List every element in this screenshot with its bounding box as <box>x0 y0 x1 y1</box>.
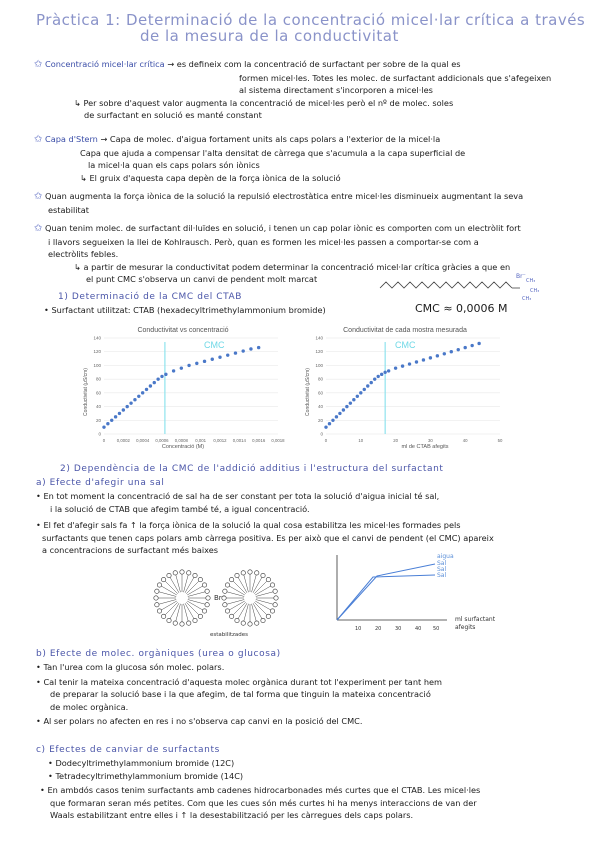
data-point <box>211 358 214 361</box>
surfactant-tail <box>188 592 205 597</box>
x-tick-label: 0,0008 <box>174 438 188 443</box>
data-point <box>331 419 334 422</box>
x-tick-label: 0,0002 <box>116 438 130 443</box>
x-tick-label: 0,0014 <box>232 438 246 443</box>
x-tick-label: 0,0018 <box>271 438 285 443</box>
y-tick-label: 120 <box>93 349 101 355</box>
data-point <box>363 388 366 391</box>
section-2a-heading: a) Efecte d'afegir una sal <box>36 478 165 488</box>
polar-head <box>229 614 233 618</box>
molecule-label-ch3-2: CH₃ <box>530 288 540 294</box>
data-point <box>443 352 446 355</box>
polar-head <box>205 603 209 607</box>
polar-head <box>155 589 159 593</box>
chart1-annotation: CMC <box>204 340 225 350</box>
polar-head <box>270 583 274 587</box>
x-tick-label: 30 <box>428 438 433 443</box>
curve-sal <box>337 575 435 620</box>
data-point <box>370 381 373 384</box>
polar-head <box>161 614 165 618</box>
organic-line-5: • Al ser polars no afecten en res i no s'observa cap canvi en la posició del CMC. <box>36 716 363 726</box>
polar-head <box>273 603 277 607</box>
star-icon: ✩ <box>34 191 43 202</box>
stern-definition <box>34 133 594 184</box>
chart1-title: Conductivitat vs concentració <box>137 327 229 334</box>
polar-head <box>193 573 197 577</box>
star-icon: ✩ <box>34 59 43 70</box>
surfactant-tail <box>252 575 257 592</box>
stern-def-1: → Capa de molec. d'aigua fortament units als caps polars a l'exterior de la micel·la <box>100 134 441 144</box>
polar-head <box>173 571 177 575</box>
y-tick-label: 0 <box>98 431 101 437</box>
polar-head <box>167 573 171 577</box>
data-point <box>122 408 125 411</box>
data-point <box>342 408 345 411</box>
micelle <box>222 570 278 626</box>
data-point <box>373 377 376 380</box>
polar-head <box>248 570 252 574</box>
chart2-xlabel: ml de CTAB afegits <box>401 444 449 450</box>
molecule-label-br: Br⁻ <box>516 273 526 280</box>
x-tick-label: 0,0004 <box>136 438 150 443</box>
polar-head <box>193 618 197 622</box>
surfactant-tail <box>252 604 257 621</box>
chart2-title: Conductivitat de cada mostra mesurada <box>343 327 467 334</box>
micelle-caption: estabilitzades <box>210 632 249 638</box>
polar-head <box>229 577 233 581</box>
surfactant-tail <box>184 604 189 621</box>
y-tick-label: 80 <box>317 376 323 382</box>
data-point <box>464 346 467 349</box>
x-tick-20: 20 <box>375 626 382 632</box>
x-tick-label: 0,0012 <box>213 438 227 443</box>
x-tick-label: 10 <box>358 438 364 443</box>
data-point <box>436 354 439 357</box>
surfactant-tail <box>188 600 205 605</box>
polar-head <box>173 621 177 625</box>
y-tick-label: 60 <box>95 390 101 396</box>
data-point <box>377 375 380 378</box>
data-point <box>349 401 352 404</box>
surfactant-tail <box>244 604 249 621</box>
data-point <box>126 405 129 408</box>
surfactant-tail <box>176 575 181 592</box>
polar-head <box>161 577 165 581</box>
polar-head <box>248 622 252 626</box>
data-point <box>141 391 144 394</box>
cmc-def-1: → es defineix com la concentració de surfactant per sobre de la qual es <box>167 59 461 69</box>
data-point <box>118 412 121 415</box>
data-point <box>110 419 113 422</box>
x-tick-label: 0,001 <box>195 438 207 443</box>
polar-head <box>270 609 274 613</box>
organic-line-2: • Cal tenir la mateixa concentració d'aquesta molec orgànica durant tot l'experiment per tant hem <box>36 676 443 687</box>
y-tick-label: 0 <box>320 431 323 437</box>
data-point <box>335 415 338 418</box>
chain-line-1: • En ambdós casos tenim surfactants amb cadenes hidrocarbonades més curtes que el CTAB. Les micel·les <box>40 785 481 795</box>
data-point <box>156 377 159 380</box>
data-point <box>429 356 432 359</box>
ionic-line-1: Quan augmenta la força iònica de la solució la repulsió electrostàtica entre micel·les disminueix augmentant la seva <box>45 191 524 201</box>
data-point <box>145 388 148 391</box>
legend-sal-2: Sal <box>437 566 447 573</box>
chart2-annotation: CMC <box>395 340 416 350</box>
data-point <box>242 349 245 352</box>
micelle-br-label: Br⁻ <box>214 594 226 602</box>
data-point <box>172 369 175 372</box>
polar-head <box>180 570 184 574</box>
stern-bullet-2: ↳ El gruix d'aquesta capa depèn de la força iònica de la solució <box>80 172 341 183</box>
salt-line-3: • El fet d'afegir sals fa ↑ la força iònica de la solució la qual cosa estabilitza les micel·les formades pels <box>36 520 461 530</box>
conduct-line-2: i llavors segueixen la llei de Kohlrausch. Però, quan es formen les micel·les passen a comportar-se com a <box>48 236 479 247</box>
data-point <box>187 364 190 367</box>
data-point <box>408 362 411 365</box>
section-1-heading: 1) Determinació de la CMC del CTAB <box>58 292 243 302</box>
y-tick-label: 40 <box>317 404 323 410</box>
salt-graph-x-label: ml surfactant afegits <box>455 616 496 631</box>
data-point <box>160 375 163 378</box>
legend-aigua: aigua <box>437 553 454 560</box>
salt-line-5: a concentracions de surfactant més baixes <box>42 545 219 555</box>
hydrocarbon-tail <box>380 282 512 288</box>
polar-head <box>273 589 277 593</box>
x-tick-10: 10 <box>355 626 362 632</box>
salt-line-2: i la solució de CTAB que afegim també té, a igual concentració. <box>50 503 310 514</box>
data-point <box>394 366 397 369</box>
chain-line-2: que formaran seran més petites. Com que les cues són més curtes hi ha menys interaccions de van der <box>50 797 477 808</box>
y-tick-label: 60 <box>317 390 323 396</box>
polar-head <box>255 621 259 625</box>
x-tick-label: 40 <box>462 438 468 443</box>
data-point <box>356 395 359 398</box>
polar-head <box>261 573 265 577</box>
molecule-label-ch3-1: CH₃ <box>526 278 536 284</box>
salt-line-1: • En tot moment la concentració de sal ha de ser constant per tota la solució d'aigua inicial té sal, <box>36 491 440 501</box>
polar-head <box>255 571 259 575</box>
legend-sal-3: Sal <box>437 572 447 579</box>
polar-head <box>266 577 270 581</box>
polar-head <box>155 603 159 607</box>
micelle-sketch <box>150 560 320 640</box>
data-point <box>328 422 331 425</box>
salt-effect-graph <box>325 550 475 642</box>
data-point <box>352 398 355 401</box>
y-tick-label: 40 <box>95 404 101 410</box>
polar-head <box>167 618 171 622</box>
conduct-line-4: ↳ a partir de mesurar la conductivitat podem determinar la concentració micel·lar crítica gràcies a que en <box>74 261 511 272</box>
polar-head <box>202 609 206 613</box>
section-c-heading: c) Efectes de canviar de surfactants <box>36 745 220 755</box>
data-point <box>450 350 453 353</box>
polar-head <box>266 614 270 618</box>
surfactant-used <box>44 304 326 317</box>
data-point <box>164 373 167 376</box>
x-tick-50: 50 <box>433 626 440 632</box>
polar-head <box>223 603 227 607</box>
data-point <box>380 373 383 376</box>
surfactant-tail <box>184 575 189 592</box>
polar-head <box>225 583 229 587</box>
surfactant-tail <box>176 604 181 621</box>
surfactant-tail <box>159 600 176 605</box>
cmc-sub-1: ↳ Per sobre d'aquest valor augmenta la concentració de micel·les però el nº de molec. soles <box>74 97 454 108</box>
polar-head <box>235 573 239 577</box>
x-tick-label: 0,0006 <box>155 438 169 443</box>
y-tick-label: 20 <box>317 417 323 423</box>
y-tick-label: 100 <box>315 362 323 368</box>
data-point <box>324 425 327 428</box>
stern-bullet-1b: la micel·la quan els caps polars són iònics <box>88 160 260 170</box>
surfactant-14c: • Tetradecyltrimethylammonium bromide (14C) <box>48 770 244 781</box>
conduct-line-1: Quan tenim molec. de surfactant dil·luïdes en solució, i tenen un cap polar iònic es comporten com un electròlit fort <box>45 223 521 233</box>
surfactant-tail <box>256 600 273 605</box>
chart1-ylabel: Conductivitat (μS/cm) <box>83 368 89 416</box>
polar-head <box>241 571 245 575</box>
polar-head <box>180 622 184 626</box>
organic-line-3: de preparar la solució base i la que afegim, de tal forma que tinguin la mateixa concentració <box>50 689 431 699</box>
polar-head <box>274 596 278 600</box>
legend-sal-1: Sal <box>437 560 447 567</box>
cmc-value: CMC ≈ 0,0006 M <box>415 302 508 315</box>
conductivity-vs-concentration-chart <box>78 322 288 452</box>
ionic-strength-note <box>34 190 594 216</box>
organic-line-4: de molec orgànica. <box>50 701 129 712</box>
data-point <box>249 347 252 350</box>
molecule-label-ch3-3: CH₃ <box>522 296 532 302</box>
polar-head <box>225 609 229 613</box>
micelle <box>154 570 210 626</box>
polar-head <box>154 596 158 600</box>
x-tick-30: 30 <box>395 626 402 632</box>
surfactant-tail <box>159 592 176 597</box>
y-tick-label: 80 <box>95 376 101 382</box>
data-point <box>114 415 117 418</box>
data-point <box>106 422 109 425</box>
data-point <box>129 401 132 404</box>
x-tick-label: 0 <box>324 438 328 443</box>
surfactant-tail <box>244 575 249 592</box>
polar-head <box>198 577 202 581</box>
x-tick-label: 20 <box>393 438 398 443</box>
polar-head <box>241 621 245 625</box>
cmc-def-2: formen micel·les. Totes les molec. de surfactant addicionals que s'afegeixen <box>239 72 552 83</box>
polar-head <box>198 614 202 618</box>
organic-line-1: • Tan l'urea com la glucosa són molec. polars. <box>36 662 225 672</box>
polar-head <box>157 583 161 587</box>
x-tick-label: 0 <box>102 438 106 443</box>
star-icon: ✩ <box>34 134 43 145</box>
x-tick-40: 40 <box>415 626 422 632</box>
conduct-line-5: el punt CMC s'observa un canvi de pendent molt marcat <box>86 274 318 284</box>
section-b-text <box>36 661 596 728</box>
polar-head <box>187 621 191 625</box>
y-tick-label: 140 <box>315 335 323 341</box>
y-tick-label: 140 <box>93 335 101 341</box>
conductivity-per-sample-chart <box>300 322 510 452</box>
data-point <box>234 351 237 354</box>
bullet-dot: • <box>44 305 52 315</box>
data-point <box>345 405 348 408</box>
data-point <box>401 364 404 367</box>
data-point <box>477 342 480 345</box>
section-c-text <box>40 757 596 822</box>
surfactant-tail <box>227 600 244 605</box>
data-point <box>180 366 183 369</box>
polar-head <box>235 618 239 622</box>
data-point <box>387 369 390 372</box>
cmc-definition <box>34 58 594 122</box>
chart1-xlabel: Concentració (M) <box>161 444 205 450</box>
curve-aigua <box>337 564 435 620</box>
y-tick-label: 20 <box>95 417 101 423</box>
section-2-heading: 2) Dependència de la CMC de l'addició additius i l'estructura del surfactant <box>60 464 444 474</box>
surfactant-tail <box>227 592 244 597</box>
surfactant-tail <box>256 592 273 597</box>
data-point <box>153 381 156 384</box>
salt-line-4: surfactants que tenen caps polars amb càrrega positiva. Es per això que el canvi de pendent (el CMC) apareix <box>42 532 494 543</box>
data-point <box>149 384 152 387</box>
data-point <box>257 346 260 349</box>
chain-line-3: Waals estabilitzant entre elles i ↑ la desestabilització per les càrregues dels caps polars. <box>50 810 414 820</box>
polar-head <box>157 609 161 613</box>
polar-head <box>187 571 191 575</box>
cmc-sub-2: de surfactant en solució es manté constant <box>84 110 262 120</box>
data-point <box>195 362 198 365</box>
title-line-1: Pràctica 1: Determinació de la concentració micel·lar crítica a través <box>36 11 586 29</box>
data-point <box>137 395 140 398</box>
conduct-line-3: electròlits febles. <box>48 249 119 259</box>
data-point <box>338 412 341 415</box>
surfactant-12c: • Dodecyltrimethylammonium bromide (12C) <box>48 758 235 768</box>
data-point <box>226 353 229 356</box>
section-b-heading: b) Efecte de molec. orgàniques (urea o glucosa) <box>36 649 281 659</box>
page-title <box>36 12 585 44</box>
data-point <box>203 360 206 363</box>
polar-head <box>202 583 206 587</box>
y-tick-label: 120 <box>315 349 323 355</box>
data-point <box>102 425 105 428</box>
data-point <box>359 391 362 394</box>
data-point <box>383 371 386 374</box>
chart2-ylabel: Conductivitat (μS/cm) <box>305 368 311 416</box>
y-tick-label: 100 <box>93 362 101 368</box>
ionic-line-2: estabilitat <box>48 204 89 215</box>
star-icon: ✩ <box>34 223 43 234</box>
cmc-term: Concentració micel·lar crítica <box>45 59 165 69</box>
polar-head <box>261 618 265 622</box>
stern-term: Capa d'Stern <box>45 134 98 144</box>
data-point <box>457 348 460 351</box>
data-point <box>470 344 473 347</box>
section-2a-text <box>36 490 596 557</box>
polar-head <box>223 589 227 593</box>
title-line-2: de la mesura de la conductivitat <box>140 27 399 45</box>
data-point <box>415 360 418 363</box>
stern-bullet-1a: Capa que ajuda a compensar l'alta densitat de càrrega que s'acumula a la capa superficial de <box>80 147 466 158</box>
polar-head <box>206 596 210 600</box>
x-tick-label: 50 <box>497 438 503 443</box>
data-point <box>422 358 425 361</box>
data-point <box>133 398 136 401</box>
data-point <box>366 384 369 387</box>
surfactant-label: Surfactant utilitzat: CTAB (hexadecyltrimethylammonium bromide) <box>51 305 326 315</box>
x-tick-label: 0,0016 <box>252 438 266 443</box>
polar-head <box>205 589 209 593</box>
cmc-def-3: al sistema directament s'incorporen a micel·les <box>239 85 433 95</box>
data-point <box>218 356 221 359</box>
